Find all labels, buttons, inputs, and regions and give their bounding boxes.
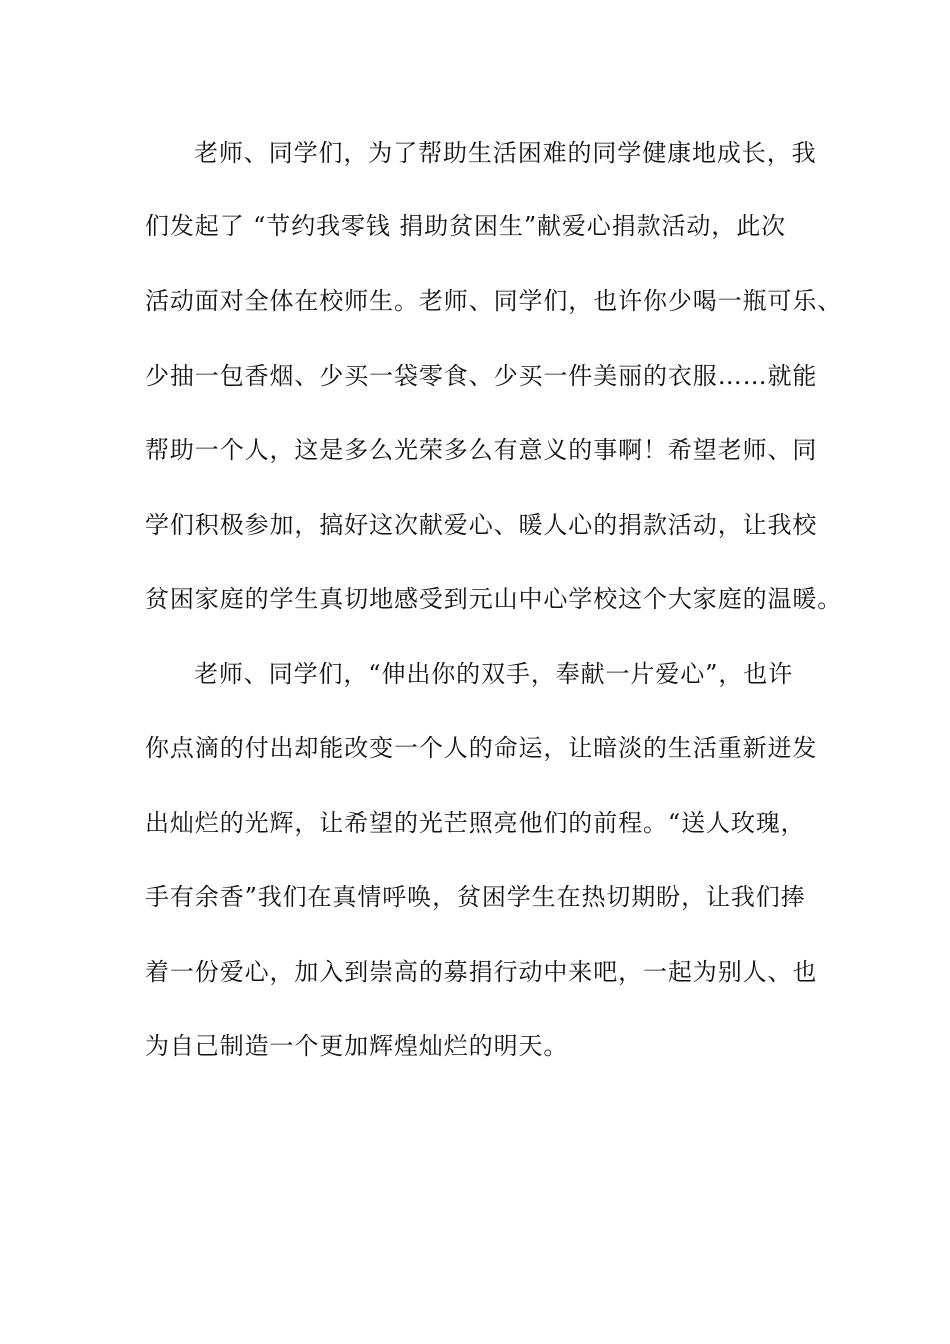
paragraph-line: 你点滴的付出却能改变一个人的命运，让暗淡的生活重新迸发 [145, 734, 818, 762]
paragraph-line: 贫困家庭的学生真切地感受到元山中心学校这个大家庭的温暖。 [145, 585, 843, 613]
paragraph-line: 着一份爱心，加入到崇高的募捐行动中来吧，一起为别人、也 [145, 958, 818, 986]
paragraph-line: 手有余香”我们在真情呼唤，贫困学生在热切期盼，让我们捧 [145, 883, 806, 911]
paragraph-line: 老师、同学们，“伸出你的双手，奉献一片爱心”，也许 [194, 660, 794, 688]
paragraph-line: 们发起了 “节约我零钱 捐助贫困生”献爱心捐款活动，此次 [145, 212, 786, 240]
paragraph-line: 学们积极参加，搞好这次献爱心、暖人心的捐款活动，让我校 [145, 511, 818, 539]
paragraph-line: 出灿烂的光辉，让希望的光芒照亮他们的前程。“送人玫瑰， [145, 809, 806, 837]
paragraph-line: 少抽一包香烟、少买一袋零食、少买一件美丽的衣服……就能 [145, 362, 818, 390]
paragraph-line: 为自己制造一个更加辉煌灿烂的明天。 [145, 1032, 569, 1060]
paragraph-line: 帮助一个人，这是多么光荣多么有意义的事啊！希望老师、同 [145, 436, 818, 464]
paragraph-line: 活动面对全体在校师生。老师、同学们，也许你少喝一瓶可乐、 [145, 287, 843, 315]
paragraph-line: 老师、同学们，为了帮助生活困难的同学健康地成长，我 [194, 139, 817, 167]
